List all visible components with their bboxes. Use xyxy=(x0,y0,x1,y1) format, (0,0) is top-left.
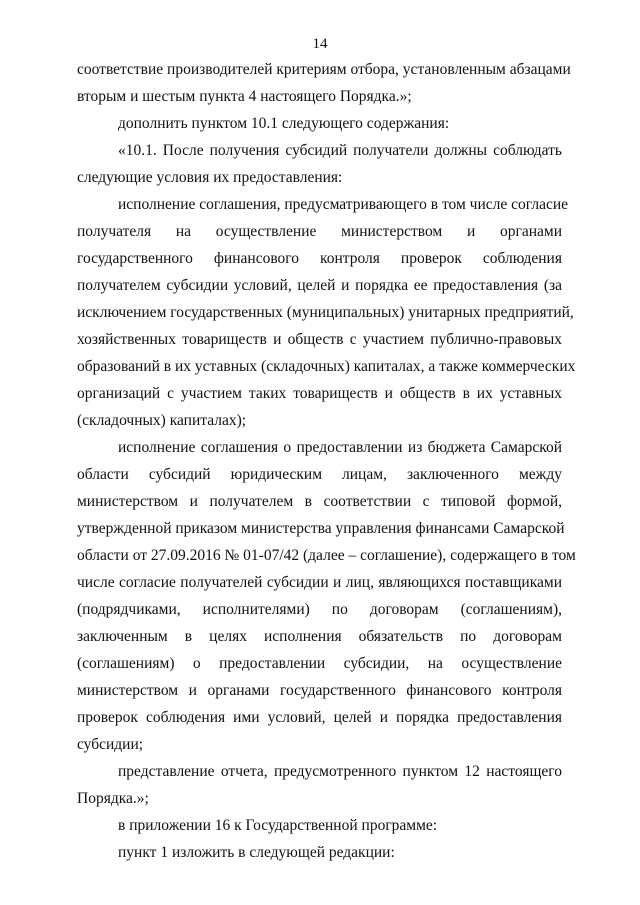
text-line: проверок соблюдения ими условий, целей и порядка предоставления xyxy=(77,709,562,726)
text-line: (соглашениям) о предоставлении субсидии, на осуществление xyxy=(77,655,562,672)
text-line: числе согласие получателей субсидии и лиц, являющихся поставщиками xyxy=(77,574,562,591)
text-line: субсидии; xyxy=(77,736,144,753)
page-number: 14 xyxy=(312,36,328,52)
text-line: министерством и органами государственного финансового контроля xyxy=(77,682,562,699)
text-line: дополнить пунктом 10.1 следующего содержания: xyxy=(118,115,450,132)
text-line: заключенным в целях исполнения обязательств по договорам xyxy=(77,628,562,645)
text-line: утвержденной приказом министерства управления финансами Самарской xyxy=(77,520,565,537)
text-line: области от 27.09.2016 № 01-07/42 (далее – соглашение), содержащего в том xyxy=(77,547,576,564)
text-line: исключением государственных (муниципальных) унитарных предприятий, xyxy=(77,304,574,321)
text-line: образований в их уставных (складочных) капиталах, а также коммерческих xyxy=(77,358,576,375)
text-line: вторым и шестым пункта 4 настоящего Порядка.»; xyxy=(77,88,412,105)
text-line: получателем субсидии условий, целей и порядка ее предоставления (за xyxy=(77,277,562,294)
text-line: «10.1. После получения субсидий получатели должны соблюдать xyxy=(118,142,562,159)
text-line: министерством и получателем в соответствии с типовой формой, xyxy=(77,493,562,510)
text-line: следующие условия их предоставления: xyxy=(77,169,343,186)
text-line: пункт 1 изложить в следующей редакции: xyxy=(118,844,395,861)
text-line: исполнение соглашения о предоставлении из бюджета Самарской xyxy=(118,439,562,456)
text-line: Порядка.»; xyxy=(77,790,149,807)
text-line: (подрядчиками, исполнителями) по договорам (соглашениям), xyxy=(77,601,562,618)
text-line: в приложении 16 к Государственной программе: xyxy=(118,817,438,834)
text-line: (складочных) капиталах); xyxy=(77,412,247,429)
text-line: хозяйственных товариществ и обществ с участием публично-правовых xyxy=(77,331,562,348)
text-line: получателя на осуществление министерством и органами xyxy=(77,223,562,240)
text-line: исполнение соглашения, предусматривающего в том числе согласие xyxy=(118,196,569,213)
text-line: представление отчета, предусмотренного пунктом 12 настоящего xyxy=(118,763,562,780)
text-line: организаций с участием таких товариществ и обществ в их уставных xyxy=(77,385,562,402)
text-line: государственного финансового контроля проверок соблюдения xyxy=(77,250,562,267)
text-line: области субсидий юридическим лицам, заключенного между xyxy=(77,466,562,483)
text-line: соответствие производителей критериям отбора, установленным абзацами xyxy=(77,61,571,78)
